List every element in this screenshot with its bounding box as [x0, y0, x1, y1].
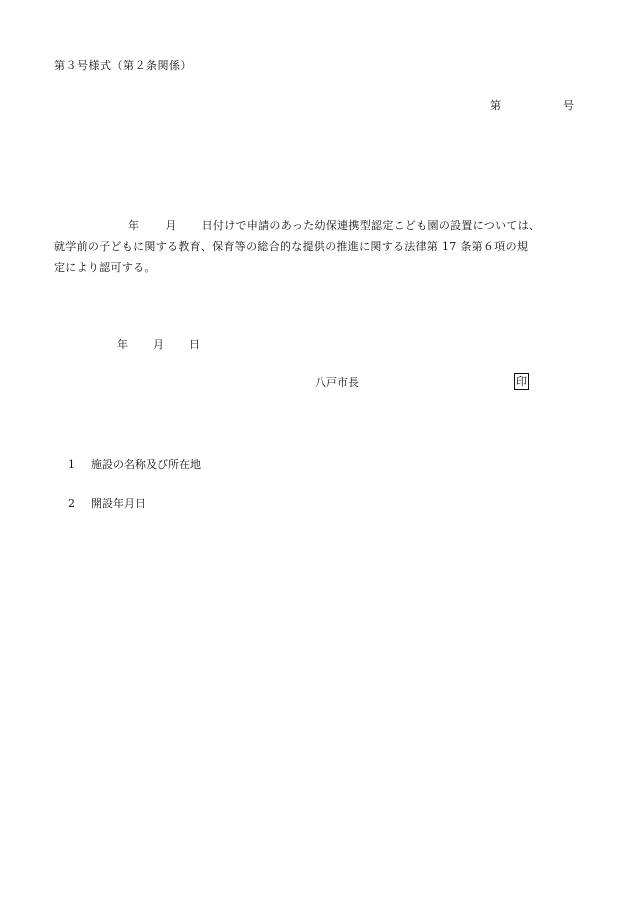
form-number: 第３号様式（第２条関係） [54, 59, 192, 72]
issue-date [117, 336, 200, 352]
issue-day-unit: 日 [189, 338, 200, 351]
list-item [68, 456, 201, 472]
body-line-1 [54, 215, 581, 236]
document-number-suffix: 号 [563, 99, 574, 112]
item-label: 開設年月日 [91, 497, 146, 510]
issue-month-unit: 月 [153, 338, 164, 351]
item-number: 2 [68, 497, 75, 510]
body-line-3: 定により認可する。 [54, 261, 156, 274]
permission-body-text [54, 215, 581, 278]
list-item [68, 495, 146, 511]
seal-mark: 印 [516, 375, 527, 388]
document-number [490, 97, 574, 113]
item-number: 1 [68, 458, 75, 471]
application-year-unit: 年 [128, 219, 140, 232]
document-number-prefix: 第 [490, 99, 501, 112]
body-line-2: 就学前の子どもに関する教育、保育等の総合的な提供の推進に関する法律第 17 条第６項の規 [54, 240, 529, 253]
item-label: 施設の名称及び所在地 [91, 458, 201, 471]
issue-year-unit: 年 [117, 338, 128, 351]
body-line-1-text: 日付けで申請のあった幼保連携型認定こども園の設置については、 [201, 219, 541, 232]
mayor-title: 八戸市長 [315, 376, 359, 389]
application-month-unit: 月 [165, 219, 177, 232]
